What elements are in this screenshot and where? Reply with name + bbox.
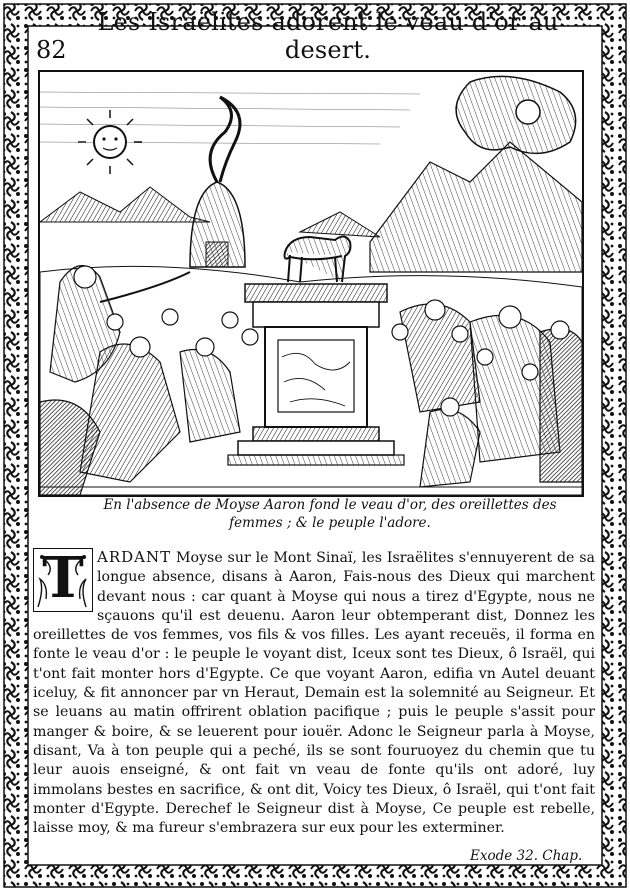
page-number: 82 — [36, 36, 67, 64]
page-title: Les Israëlites adorent le veau d'or au desert. — [97, 8, 559, 64]
drop-cap-letter: T — [42, 545, 84, 611]
page-header — [30, 8, 600, 64]
body-paragraph — [33, 545, 595, 838]
illustration-caption: En l'absence de Moyse Aaron fond le veau d'or, des oreillettes des femmes ; & le peuple l'adore. — [103, 497, 557, 531]
golden-calf-scene — [40, 72, 582, 495]
body-text: Moyse sur le Mont Sinaï, les Israëlites s'ennuyerent de sa longue absence, disans à Aaron, Fais-nous des Dieux qui marchent devant nous : car quant à Moyse qui nous a tirez d'Egypte, nous ne sçauons qu'il est deuenu. Aaron leur obtemperant dist, Donnez les oreillettes de vos femmes, vos fils & vos filles. Les ayant receuës, il forma en fonte le veau d'or : le peuple le voyant dist, Iceux sont tes Dieux, ô Israël, qui t'ont fait monter hors d'Egypte. Ce que voyant Aaron, edifia vn Autel deuant iceluy, & fit annoncer par vn Heraut, Demain est la solemnité au Seigneur. Et se leuans au matin offrirent oblation pacifique ; puis le peuple s'assit pour manger & boire, & se leuerent pour iouër. Adonc le Seigneur parla à Moyse, disant, Va à ton peuple qui a peché, ils se sont fouruoyez du chemin que tu leur auois enseigné, & ont fait vn veau de fonte qu'ils ont adoré, luy immolans bestes en sacrifice, & ont dit, Voicy tes Dieux, ô Israël, qui t'ont fait monter d'Egypte. Derechef le Seigneur dist à Moyse, Ce peuple est rebelle, laisse moy, & ma fureur s'embrazera sur eux pour les exterminer. — [33, 550, 595, 837]
drop-cap — [33, 545, 93, 612]
woodcut-illustration — [38, 70, 584, 497]
scripture-reference: Exode 32. Chap. — [470, 848, 583, 864]
page-content — [30, 8, 600, 864]
lead-word: ARDANT — [97, 548, 172, 566]
